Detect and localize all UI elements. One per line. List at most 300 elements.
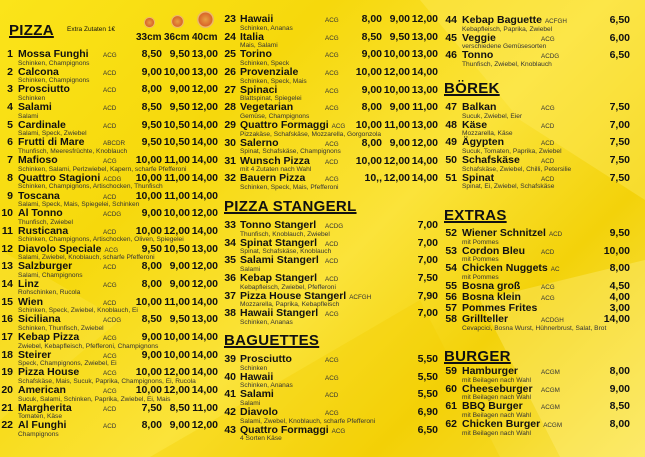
- item-allergens: ACDGH: [541, 317, 564, 325]
- item-price: 9,50: [609, 227, 630, 239]
- item-price: 5,50: [417, 353, 438, 365]
- item-name: Pommes Frites: [462, 302, 538, 315]
- item-description: Zwiebel, Kebapfleisch, Pfefferoni, Champignons: [18, 342, 159, 350]
- item-price: 12,00: [191, 260, 218, 273]
- item-name: Cordon Bleu: [462, 244, 525, 257]
- item-allergens: ACG: [103, 388, 117, 396]
- item-name: Rusticana: [18, 224, 69, 237]
- item-name: Hawaii: [240, 370, 274, 383]
- item-price: 6,00: [609, 31, 630, 44]
- menu-item: [220, 425, 440, 443]
- menu-item: [440, 137, 640, 155]
- menu-item: [220, 138, 440, 156]
- item-price: 12,00: [163, 366, 190, 379]
- item-price: 14,00: [191, 136, 218, 149]
- item-price: 12,00: [411, 136, 438, 149]
- item-description: Kebapfleisch, Zwiebel, Pfefferoni: [240, 283, 336, 291]
- item-allergens: ACG: [325, 410, 339, 418]
- item-allergens: ACDG: [103, 317, 122, 325]
- item-name: Pizza House: [18, 366, 80, 379]
- item-price: 9,50: [169, 313, 190, 326]
- section-items-börek: [440, 102, 640, 190]
- item-description: mit Beilagen nach Wahl: [462, 394, 532, 402]
- item-allergens: ACFGH: [349, 293, 372, 301]
- item-price: 13,00: [411, 83, 438, 96]
- item-price: 9,00: [169, 277, 190, 290]
- section-items-pizza-stangerl: [220, 220, 440, 326]
- item-price: 9,50: [169, 48, 190, 60]
- item-price: 9,00: [169, 83, 190, 96]
- item-price: 11,00: [164, 295, 190, 308]
- item-name: Mafioso: [18, 154, 58, 167]
- item-number: 47: [445, 101, 457, 113]
- item-description: Schinken: [18, 94, 46, 102]
- item-name: Spinaci: [240, 83, 278, 96]
- item-price: 11,00: [192, 401, 218, 414]
- item-description: Salami: [18, 112, 39, 120]
- item-number: 15: [1, 295, 13, 308]
- item-allergens: ACG: [325, 87, 339, 95]
- item-name: Cardinale: [18, 118, 66, 131]
- item-allergens: ACG: [103, 52, 117, 59]
- item-allergens: ACD: [103, 228, 117, 236]
- item-name: Chicken Nuggets: [462, 262, 548, 275]
- item-description: Salami, Speck, Mais, Spiegelei, Schinken: [18, 201, 140, 208]
- item-allergens: ACG: [325, 70, 339, 78]
- item-price: 5,50: [417, 370, 438, 383]
- item-allergens: ACD: [103, 193, 117, 201]
- item-name: Linz: [18, 277, 39, 290]
- item-price: 11,00: [412, 101, 438, 114]
- item-price: 9,50: [141, 242, 162, 255]
- item-number: 41: [224, 388, 236, 401]
- item-number: 57: [445, 302, 457, 315]
- item-price: 3,00: [609, 302, 630, 315]
- item-price: 8,50: [141, 101, 162, 114]
- item-number: 53: [445, 244, 457, 257]
- item-name: Ägypten: [462, 136, 504, 149]
- item-number: 11: [1, 224, 13, 237]
- item-number: 49: [445, 136, 457, 149]
- section-title-burger: BURGER: [444, 348, 511, 365]
- section-items-cont: [440, 15, 640, 68]
- item-price: 11,00: [164, 154, 190, 167]
- item-name: Al Tonno: [18, 207, 63, 220]
- item-price: 10,00: [135, 189, 162, 202]
- item-allergens: ACD: [103, 105, 117, 113]
- menu-item: [0, 226, 220, 244]
- item-price: 8,00: [141, 277, 162, 290]
- menu-item: [0, 191, 220, 209]
- item-price: 13,00: [411, 119, 438, 132]
- item-description: Schinken, Champignons: [18, 77, 90, 85]
- item-description: Schinken: [240, 364, 268, 372]
- item-price: 12,00: [383, 154, 410, 167]
- menu-item: [220, 273, 440, 291]
- item-allergens: ACD: [541, 158, 555, 166]
- item-name: BBQ Burger: [462, 400, 523, 413]
- size-40cm: 40cm: [192, 32, 218, 43]
- item-name: Torino: [240, 48, 272, 61]
- item-price: 14,00: [411, 172, 438, 185]
- item-allergens: ACG: [541, 295, 555, 303]
- item-price: 12,00: [383, 66, 410, 79]
- item-number: 3: [7, 83, 13, 96]
- menu-item: [0, 332, 220, 350]
- item-name: Chicken Burger: [462, 418, 541, 431]
- item-description: Schinken, Speck, Mais: [240, 77, 307, 85]
- item-price: 10,00: [355, 66, 382, 79]
- section-items-burger: [440, 366, 640, 437]
- item-price: 10,00: [355, 154, 382, 167]
- item-name: Vegetarian: [240, 101, 294, 114]
- item-allergens: ACG: [103, 335, 117, 342]
- size-33cm: 33cm: [136, 32, 162, 43]
- item-description: Salami, Champignons: [18, 271, 83, 279]
- item-description: Kebapfleisch, Paprika, Zwiebel: [462, 25, 553, 33]
- item-allergens: ACG: [331, 123, 346, 131]
- item-description: mit Beilagen nach Wahl: [462, 376, 532, 384]
- item-allergens: ACD: [103, 423, 117, 431]
- menu-item: [220, 156, 440, 174]
- menu-item: [220, 389, 440, 407]
- menu-item: [0, 49, 220, 67]
- item-price: 10,00: [383, 48, 410, 61]
- item-description: Schinken, Salami, Perlzwiebel, Kapern, scharfe Pfefferoni: [18, 165, 187, 173]
- menu-item: [0, 314, 220, 332]
- item-name: Wunsch Pizza: [240, 154, 310, 167]
- item-name: Diavolo: [240, 406, 278, 419]
- item-name: Hamburger: [462, 365, 519, 377]
- item-price: 8,50: [609, 400, 630, 413]
- item-number: 1: [7, 48, 13, 60]
- item-price: 8,00: [609, 418, 630, 431]
- item-number: 19: [1, 366, 13, 379]
- item-description: Rohschinken, Rucola: [18, 289, 81, 297]
- item-allergens: ACD: [325, 240, 339, 248]
- item-allergens: ACFGH: [544, 18, 567, 25]
- item-number: 56: [445, 291, 457, 304]
- item-name: Hawaii: [240, 13, 274, 25]
- item-number: 12: [1, 242, 13, 255]
- item-price: 12,00: [383, 172, 410, 185]
- item-price: 11,00: [384, 119, 410, 132]
- item-number: 24: [224, 30, 236, 43]
- item-number: 37: [224, 289, 236, 302]
- item-name: Quattro Stagioni: [18, 171, 101, 184]
- item-description: mit Pommes: [462, 273, 499, 281]
- item-name: Toscana: [18, 189, 60, 202]
- item-description: mit Pommes: [462, 238, 499, 246]
- menu-item: [220, 308, 440, 326]
- item-allergens: ACG: [325, 176, 339, 184]
- item-name: Margherita: [18, 401, 72, 414]
- item-number: 14: [1, 277, 13, 290]
- menu-item: [220, 354, 440, 372]
- section-items-extras: [440, 228, 640, 332]
- menu-item: [0, 67, 220, 85]
- item-price: 7,50: [609, 154, 630, 167]
- item-price: 9,00: [389, 101, 410, 114]
- item-number: 51: [445, 171, 457, 184]
- item-price: 9,00: [389, 13, 410, 25]
- item-number: 59: [445, 365, 457, 377]
- item-description: Spinat, Schafskäse, Champignons: [240, 148, 341, 156]
- menu-item: [220, 85, 440, 103]
- item-name: Cheeseburger: [462, 382, 533, 395]
- item-name: Wien: [18, 295, 43, 308]
- item-price: 10,00: [163, 65, 190, 78]
- menu-item: [220, 14, 440, 32]
- item-allergens: ACD: [548, 231, 563, 238]
- item-price: 7,00: [609, 118, 630, 131]
- menu-item: [440, 120, 640, 138]
- item-name: Spinat Stangerl: [240, 236, 318, 249]
- item-description: Mozzarella, Paprika, Kebapfleisch: [240, 301, 340, 309]
- item-price: 9,00: [141, 348, 162, 361]
- item-name: Kebap Baguette: [462, 14, 542, 26]
- item-description: Schinken, Champignons, Artischocken, Thunfisch: [18, 183, 163, 191]
- item-description: Mais, Salami: [240, 42, 278, 50]
- item-description: Salami, Zwiebel, Knoblauch, scharfe Pfefferoni: [18, 254, 155, 262]
- menu-item: [440, 15, 640, 33]
- item-number: 6: [7, 136, 13, 149]
- item-price: 8,50: [169, 401, 190, 414]
- menu-item: [220, 220, 440, 238]
- item-name: Calcona: [18, 65, 59, 78]
- item-description: Schinken, Thunfisch, Zwiebel: [18, 324, 104, 332]
- item-name: Siciliana: [18, 313, 61, 326]
- item-price: 12,00: [191, 83, 218, 96]
- item-description: Speck, Champignons, Zwiebel, Ei: [18, 360, 117, 368]
- item-number: 33: [224, 219, 236, 231]
- item-price: 10,00: [135, 295, 162, 308]
- item-allergens: ACG: [325, 105, 339, 113]
- item-description: Spinat, Ei, Zwiebel, Schafskäse: [462, 183, 555, 191]
- item-price: 7,00: [417, 219, 438, 231]
- item-number: 8: [7, 171, 13, 184]
- item-number: 50: [445, 154, 457, 167]
- item-price: 7,00: [417, 254, 438, 267]
- item-description: Schinken, Speck, Mais, Pfefferoni: [240, 183, 339, 191]
- item-description: Thunfisch, Knoblauch, Zwiebel: [240, 230, 330, 238]
- menu-item: [220, 407, 440, 425]
- item-allergens: ACG: [104, 246, 119, 254]
- menu-item: [0, 244, 220, 262]
- menu-item: [220, 372, 440, 390]
- menu-item: [440, 173, 640, 191]
- menu-column-2: [220, 0, 440, 457]
- menu-item: [220, 291, 440, 309]
- menu-column-3: [440, 0, 640, 457]
- item-allergens: ACG: [325, 17, 339, 24]
- item-number: 35: [224, 254, 236, 267]
- item-price: 9,00: [361, 48, 382, 61]
- item-description: Thunfisch, Zwiebel: [18, 218, 73, 226]
- item-price: 7,00: [417, 307, 438, 320]
- item-number: 55: [445, 280, 457, 293]
- item-price: 4,00: [609, 291, 630, 304]
- item-name: Mossa Funghi: [18, 48, 89, 60]
- item-price: 12,00: [163, 384, 190, 397]
- item-name: Al Funghi: [18, 419, 67, 432]
- item-price: 12,00: [411, 13, 438, 25]
- item-price: 12,00: [163, 224, 190, 237]
- item-price: 10,50: [163, 136, 190, 149]
- item-price: 14,00: [191, 118, 218, 131]
- item-name: Salerno: [240, 136, 279, 149]
- menu-item: [0, 279, 220, 297]
- item-name: Kebap Stangerl: [240, 272, 318, 285]
- item-name: Salzburger: [18, 260, 73, 273]
- item-allergens: ACG: [541, 105, 555, 112]
- item-price: 12,00: [191, 207, 218, 220]
- item-price: 9,00: [609, 382, 630, 395]
- item-name: Balkan: [462, 101, 497, 113]
- item-name: Tonno: [462, 49, 494, 62]
- item-description: Schinken, Speck: [240, 59, 290, 67]
- item-price: 10,00: [135, 154, 162, 167]
- item-number: 48: [445, 118, 457, 131]
- item-number: 52: [445, 227, 457, 239]
- item-allergens: ACDG: [325, 223, 344, 230]
- item-price: 13,00: [191, 313, 218, 326]
- item-description: Salami: [240, 265, 261, 273]
- menu-item: [0, 403, 220, 421]
- item-price: 9,50: [141, 118, 162, 131]
- item-name: Pizza House Stangerl: [240, 289, 347, 302]
- item-allergens: ACG: [325, 140, 339, 148]
- item-number: 7: [7, 154, 13, 167]
- item-number: 9: [7, 189, 13, 202]
- menu-item: [440, 314, 640, 332]
- item-price: 14,00: [191, 384, 218, 397]
- item-allergens: ACD: [541, 248, 555, 256]
- item-number: 44: [445, 14, 457, 26]
- item-number: 20: [1, 384, 13, 397]
- menu-item: [440, 246, 640, 264]
- item-allergens: ACD: [325, 392, 339, 400]
- section-items-pizza: [0, 49, 220, 438]
- menu-item: [440, 401, 640, 419]
- item-name: Prosciutto: [18, 83, 70, 96]
- item-allergens: ACD: [325, 276, 339, 284]
- item-number: 60: [445, 382, 457, 395]
- item-number: 16: [1, 313, 13, 326]
- item-description: Mozzarella, Käse: [462, 130, 513, 138]
- menu-item: [0, 385, 220, 403]
- item-price: 9,50: [389, 30, 410, 43]
- item-name: Grillteller: [462, 313, 509, 326]
- item-price: 8,00: [361, 13, 382, 25]
- item-description: 4 Sorten Käse: [240, 435, 282, 443]
- menu-item: [0, 367, 220, 385]
- item-price: 8,00: [141, 260, 162, 273]
- item-price: 14,00: [411, 66, 438, 79]
- item-name: Quattro Formaggi: [240, 119, 329, 132]
- item-allergens: ACD: [325, 258, 339, 266]
- section-items-cont: [220, 14, 440, 191]
- item-allergens: ACG: [103, 370, 117, 378]
- menu-item: [440, 155, 640, 173]
- item-allergens: ACDG: [103, 211, 122, 219]
- item-price: 13,00: [191, 242, 218, 255]
- section-title-baguettes: BAGUETTES: [224, 332, 320, 349]
- item-description: Schinken, Ananas: [240, 24, 293, 32]
- item-price: 8,00: [361, 101, 382, 114]
- item-description: Salami, Zwebel, Knoblauch, scharfe Pfefferoni: [240, 417, 376, 425]
- item-price: 10,00: [135, 384, 162, 397]
- item-name: Steirer: [18, 348, 52, 361]
- item-description: Sucuk, Tomaten, Paprika, Zwiebel: [462, 147, 562, 155]
- item-allergens: ACD: [103, 405, 117, 413]
- item-price: 4,50: [609, 280, 630, 293]
- item-number: 43: [224, 423, 236, 436]
- item-number: 45: [445, 31, 457, 44]
- item-price: 9,00: [141, 65, 162, 78]
- item-allergens: ACG: [541, 35, 555, 43]
- item-description: Salami: [240, 399, 261, 407]
- item-price: 14,00: [191, 295, 218, 308]
- item-allergens: ACG: [325, 374, 339, 382]
- menu-item: [0, 173, 220, 191]
- item-allergens: ACG: [325, 52, 339, 60]
- item-description: Cevapcici, Bosna Wurst, Hühnerbrust, Salat, Brot: [462, 324, 607, 332]
- menu-item: [0, 208, 220, 226]
- section-title-extras: EXTRAS: [444, 207, 507, 224]
- item-price: 10,00: [163, 207, 190, 220]
- item-number: 61: [445, 400, 457, 413]
- item-number: 30: [224, 136, 236, 149]
- item-allergens: ACD: [103, 122, 117, 130]
- item-price: 10,00: [135, 366, 162, 379]
- item-price: 11,00: [164, 189, 190, 202]
- size-36cm: 36cm: [164, 32, 190, 43]
- item-description: mit 4 Zutaten nach Wahl: [240, 166, 312, 173]
- item-description: Schafskäse, Zwiebel, Chilli, Petersilie: [462, 165, 572, 173]
- item-number: 5: [7, 118, 13, 131]
- item-allergens: ACG: [331, 427, 346, 435]
- item-allergens: ACD: [103, 264, 117, 272]
- item-price: 9,50: [141, 136, 162, 149]
- menu-item: [220, 173, 440, 191]
- menu-item: [440, 228, 640, 246]
- item-name: Tonno Stangerl: [240, 219, 317, 231]
- menu-item: [440, 102, 640, 120]
- item-price: 13,00: [191, 48, 218, 60]
- item-description: mit Beilagen nach Wahl: [462, 429, 532, 437]
- item-name: American: [18, 384, 66, 397]
- item-number: 10: [1, 207, 13, 220]
- item-allergens: ACD: [325, 158, 339, 166]
- item-description: mit Pommes: [462, 256, 499, 264]
- item-price: 6,90: [417, 406, 438, 419]
- item-description: Schinken, Ananas: [240, 382, 293, 390]
- item-allergens: ACDG: [541, 53, 560, 61]
- section-title-pizza: PIZZA: [9, 22, 54, 39]
- menu-item: [220, 49, 440, 67]
- item-allergens: ACGM: [541, 404, 560, 412]
- item-number: 17: [1, 331, 13, 343]
- item-price: 14,00: [191, 331, 218, 343]
- item-number: 39: [224, 353, 236, 365]
- item-price: 10,,: [364, 172, 382, 185]
- item-name: Salami: [18, 101, 52, 114]
- item-number: 31: [224, 154, 236, 167]
- menu-item: [440, 366, 640, 384]
- menu-item: [0, 137, 220, 155]
- item-allergens: ACG: [325, 357, 339, 364]
